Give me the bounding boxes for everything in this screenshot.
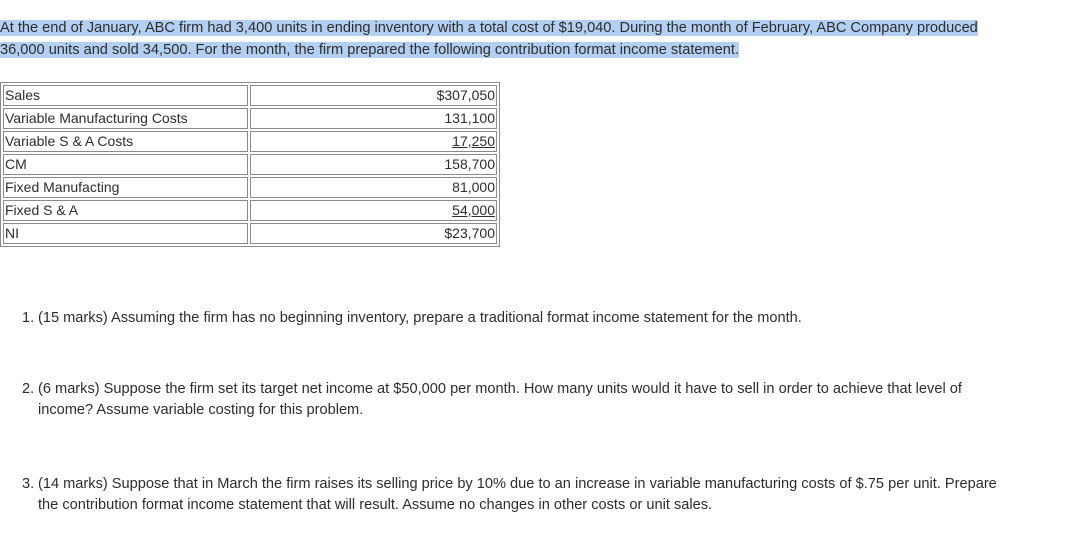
intro-line-1: At the end of January, ABC firm had 3,400 units in ending inventory with a total cost of $19,040. During the month of February, ABC Company produced <box>0 20 978 36</box>
row-value-text: 54,000 <box>452 202 495 218</box>
row-label: Variable Manufacturing Costs <box>3 108 248 129</box>
statement-row-cm <box>3 154 497 175</box>
row-value-text: $23,700 <box>444 225 495 241</box>
statement-row-ni <box>3 223 497 244</box>
statement-row-fixed-sa <box>3 200 497 221</box>
row-label: CM <box>3 154 248 175</box>
row-value <box>250 154 497 175</box>
row-label: Variable S & A Costs <box>3 131 248 152</box>
row-value <box>250 200 497 221</box>
question-3 <box>22 474 1062 516</box>
row-value <box>250 108 497 129</box>
statement-row-sales <box>3 85 497 106</box>
row-value <box>250 223 497 244</box>
row-value-text: 81,000 <box>452 179 495 195</box>
question-text: (14 marks) Suppose that in March the firm raises its selling price by 10% due to an increase in variable manufacturing costs of $.75 per unit. Prepare <box>38 476 997 492</box>
row-value-text: 131,100 <box>444 110 495 126</box>
question-1 <box>22 308 1062 329</box>
row-value-text: 17,250 <box>452 133 495 149</box>
row-value-text: $307,050 <box>436 87 495 103</box>
row-value <box>250 177 497 198</box>
row-value-text: 158,700 <box>444 156 495 172</box>
row-value <box>250 85 497 106</box>
statement-row-fixed-manufacturing <box>3 177 497 198</box>
row-label: Fixed S & A <box>3 200 248 221</box>
statement-row-variable-sa <box>3 131 497 152</box>
question-text: (6 marks) Suppose the firm set its target net income at $50,000 per month. How many units would it have to sell in order to achieve that level of <box>38 381 962 397</box>
intro-paragraph <box>0 17 1062 61</box>
statement-row-variable-manufacturing <box>3 108 497 129</box>
contribution-income-statement <box>0 82 500 247</box>
row-label: Sales <box>3 85 248 106</box>
question-number: 1. <box>22 310 35 326</box>
row-label: NI <box>3 223 248 244</box>
question-number: 3. <box>22 476 35 492</box>
row-label: Fixed Manufacting <box>3 177 248 198</box>
intro-line-2: 36,000 units and sold 34,500. For the month, the firm prepared the following contribution format income statement. <box>0 42 740 58</box>
question-text-continued: the contribution format income statement that will result. Assume no changes in other costs or unit sales. <box>38 497 713 513</box>
question-text-continued: income? Assume variable costing for this problem. <box>38 402 364 418</box>
question-number: 2. <box>22 381 35 397</box>
row-value <box>250 131 497 152</box>
question-text: (15 marks) Assuming the firm has no beginning inventory, prepare a traditional format income statement for the month. <box>38 310 802 326</box>
question-2 <box>22 379 1062 421</box>
